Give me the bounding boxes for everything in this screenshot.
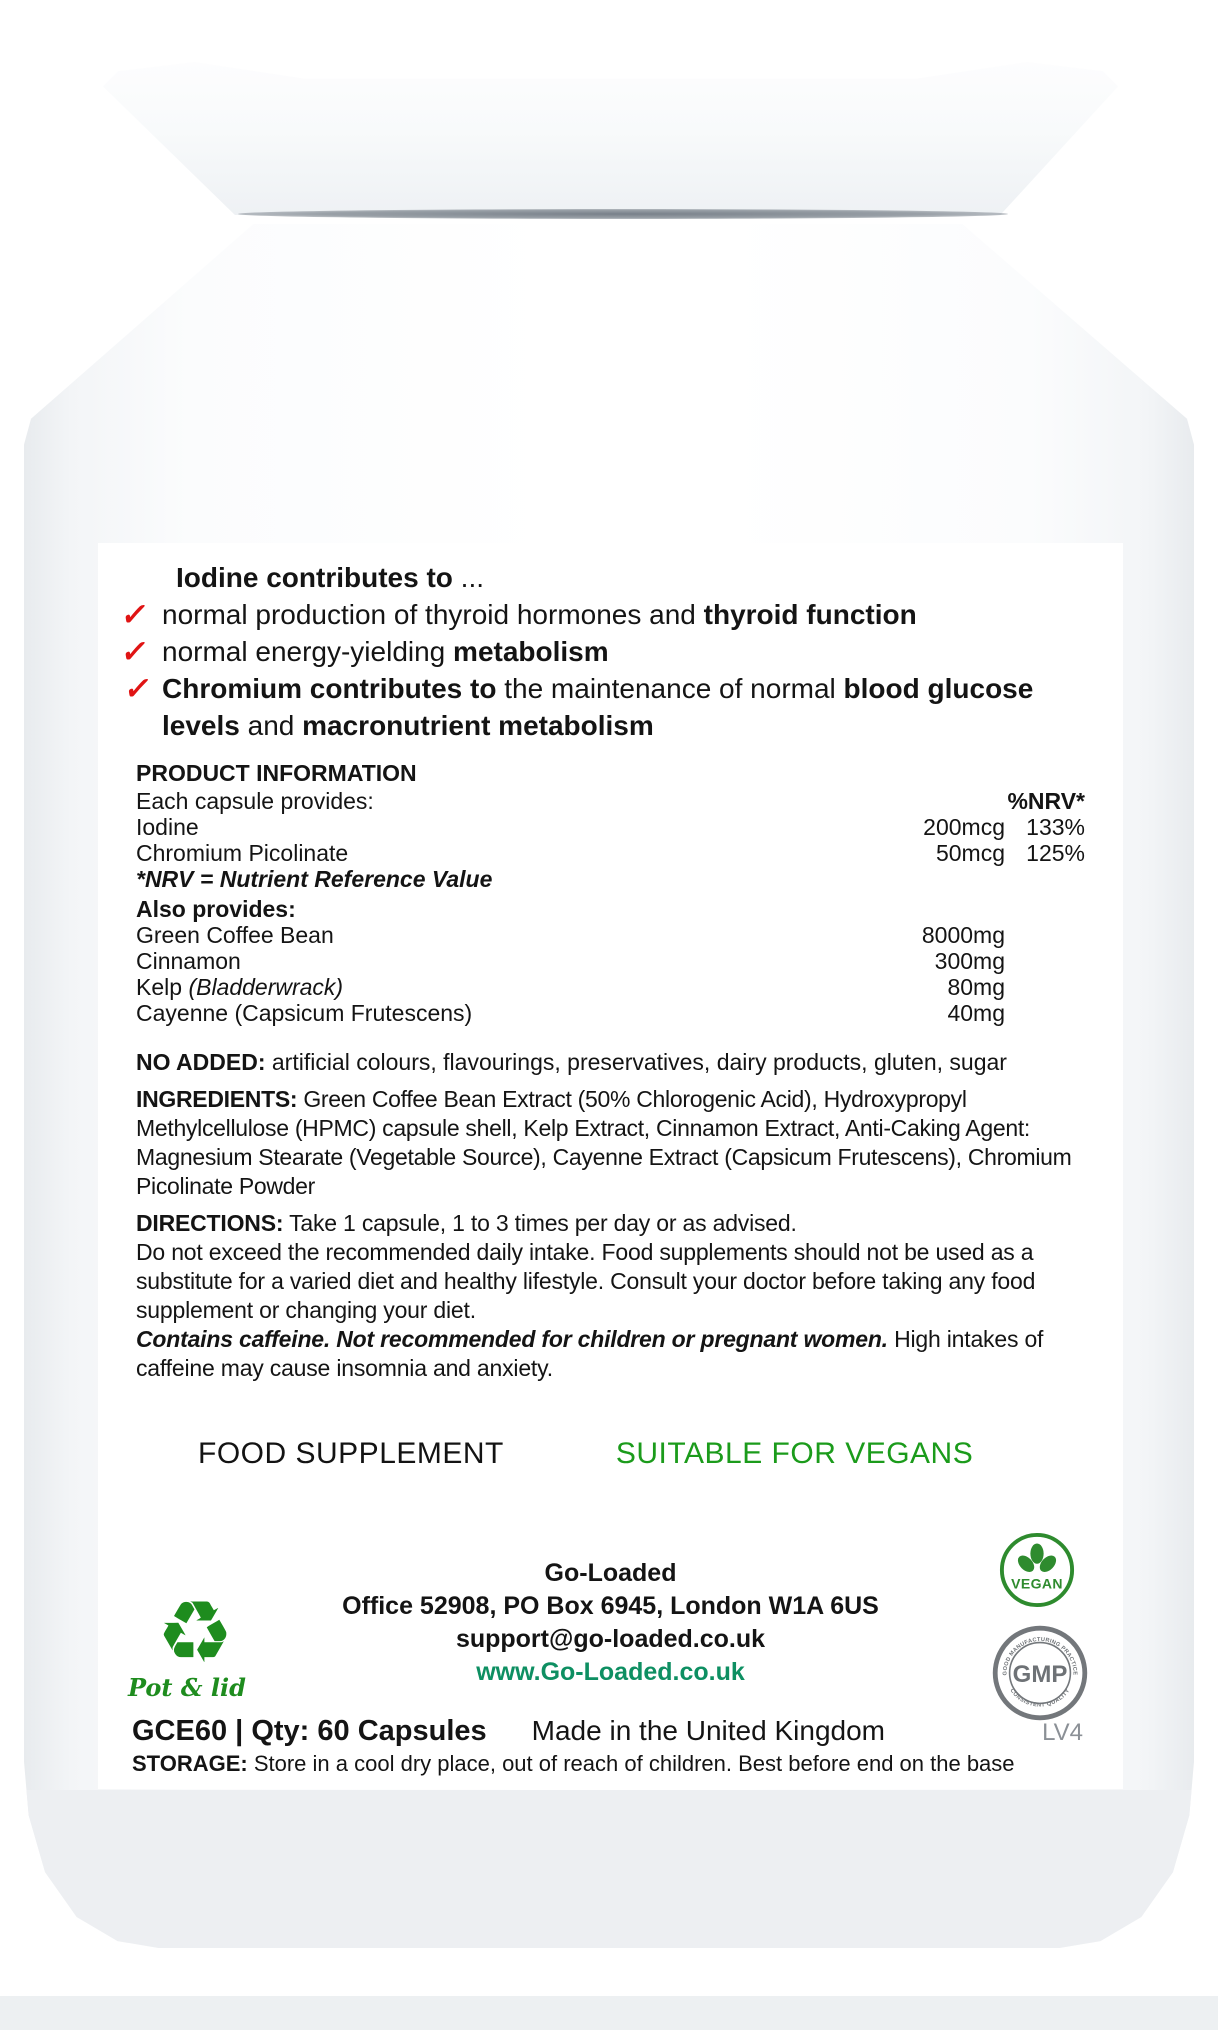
claim-text: normal production of thyroid hormones and thyroid function (162, 599, 917, 630)
table-row: Cayenne (Capsicum Frutescens) 40mg (136, 1000, 1005, 1026)
company-email: support@go-loaded.co.uk (455, 1625, 766, 1653)
company-address: Office 52908, PO Box 6945, London W1A 6US (342, 1592, 879, 1620)
no-added-paragraph: NO ADDED: artificial colours, flavourings, preservatives, dairy products, gluten, sugar (136, 1049, 1007, 1075)
table-row: Kelp (Bladderwrack) 80mg (136, 974, 1005, 1000)
claim-row (122, 670, 1085, 744)
table-row: Chromium Picolinate 50mcg 125% (136, 840, 1085, 866)
company-website: www.Go-Loaded.co.uk (476, 1658, 745, 1686)
product-label (98, 543, 1123, 1789)
claim-text: Chromium contributes to the maintenance of normal blood glucose levels and macronutrient metabolism (162, 673, 1034, 741)
gmp-center-text: GMP (1012, 1660, 1068, 1688)
table-header-row (136, 788, 1085, 814)
directions-body: Do not exceed the recommended daily intake. Food supplements should not be used as a substitute for a varied diet and healthy lifestyle. Consult your doctor before taking any food supplement or changing your diet. (136, 1239, 1036, 1323)
made-in-label: Made in the United Kingdom (531, 1715, 885, 1746)
gmp-seal-icon (992, 1625, 1088, 1721)
claims-heading-bold: Iodine contributes to (176, 562, 453, 593)
each-capsule-label: Each capsule provides: (136, 788, 374, 814)
directions-paragraph (136, 1209, 1085, 1383)
storage-paragraph: STORAGE: Store in a cool dry place, out of reach of children. Best before end on the base (132, 1751, 1015, 1776)
nrv-column-header: %NRV* (1007, 788, 1085, 814)
sku-row (132, 1715, 1089, 1748)
background-band (0, 1996, 1218, 2030)
claims-section (118, 559, 1085, 744)
directions-line: DIRECTIONS: Take 1 capsule, 1 to 3 times per day or as advised. (136, 1210, 797, 1236)
also-provides-heading: Also provides: (136, 896, 296, 922)
check-icon: ✓ (122, 671, 155, 706)
caffeine-warning: Contains caffeine. Not recommended for children or pregnant women. High intakes of caffeine may cause insomnia and anxiety. (136, 1326, 1044, 1381)
company-name: Go-Loaded (544, 1559, 677, 1587)
check-icon: ✓ (118, 597, 152, 632)
claims-heading-dots: ... (452, 562, 485, 593)
bottle-body-lower (24, 1790, 1194, 1948)
nrv-footnote: *NRV = Nutrient Reference Value (136, 866, 493, 892)
recycling-info (110, 1587, 280, 1702)
recycle-caption: Pot & lid (128, 1673, 246, 1702)
claims-heading (176, 559, 1085, 596)
supplement-type-row (136, 1435, 1085, 1473)
ingredients-paragraph: INGREDIENTS: Green Coffee Bean Extract (50% Chlorogenic Acid), Hydroxypropyl Methylcellulose (HPMC) capsule shell, Kelp Extract, Cinnamon Extract, Anti-Caking Agent: Magnesium Stearate (Vegetable Source), Cayenne Extract (Capsicum Frutescens), Chromium Picolinate Powder (136, 1086, 1072, 1199)
suitable-for-vegans-label: SUITABLE FOR VEGANS (615, 1437, 974, 1470)
claim-row (118, 596, 1085, 633)
check-icon: ✓ (118, 634, 152, 669)
vegan-badge-text: VEGAN (1011, 1575, 1063, 1592)
recycle-icon: ♻ (156, 1585, 234, 1681)
gmp-top-arc-text: GOOD MANUFACTURING PRACTICE (1002, 1636, 1078, 1676)
claim-text: normal energy-yielding metabolism (162, 636, 609, 667)
table-row: Cinnamon 300mg (136, 948, 1005, 974)
table-row: Iodine 200mcg 133% (136, 814, 1085, 840)
product-information-section (136, 758, 1085, 1026)
sku-quantity: GCE60 | Qty: 60 Capsules (132, 1715, 487, 1747)
bottle-cap (103, 62, 1118, 215)
claim-row (118, 633, 1085, 670)
bottle-cap-shadow (238, 209, 1008, 219)
label-version: LV4 (1042, 1719, 1083, 1746)
vegan-badge (998, 1531, 1076, 1609)
gmp-bottom-arc-text: CONSISTENT QUALITY (1008, 1687, 1072, 1709)
product-information-heading: PRODUCT INFORMATION (136, 760, 417, 786)
table-row: Green Coffee Bean 8000mg (136, 922, 1005, 948)
food-supplement-label: FOOD SUPPLEMENT (198, 1437, 504, 1470)
